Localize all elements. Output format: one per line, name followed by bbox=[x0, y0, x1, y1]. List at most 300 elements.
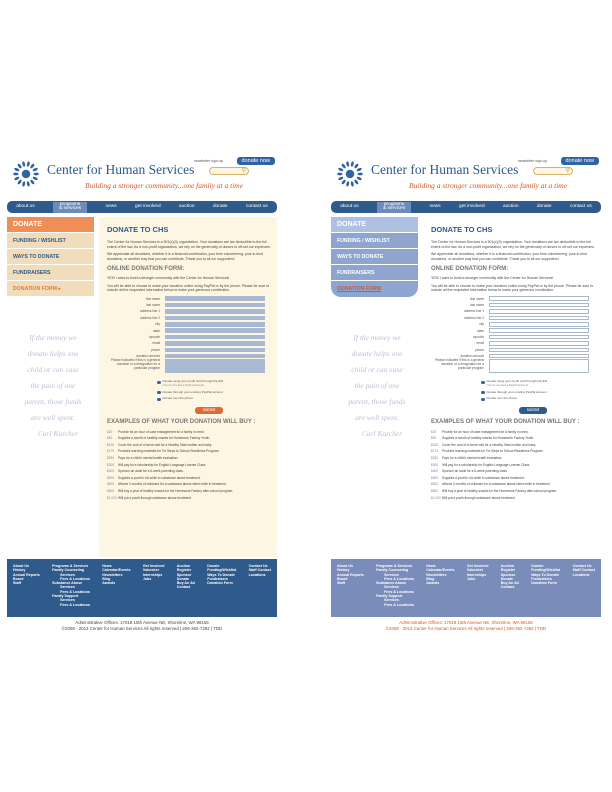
form-input[interactable] bbox=[489, 328, 589, 333]
footer-link[interactable]: History bbox=[13, 568, 26, 573]
footer-link[interactable]: Annual Reports bbox=[337, 572, 364, 577]
nav-item[interactable]: auction bbox=[179, 203, 195, 209]
nav-item[interactable]: get involved bbox=[459, 203, 485, 209]
newsletter-signup-link[interactable]: newsletter sign-up bbox=[193, 159, 223, 163]
logo-ray bbox=[22, 161, 26, 167]
form-input[interactable] bbox=[165, 341, 265, 346]
example-item bbox=[107, 468, 271, 475]
footer-link[interactable]: Locations bbox=[248, 572, 266, 577]
form-label: address line 1 bbox=[464, 309, 484, 314]
submit-button[interactable]: submit bbox=[519, 407, 547, 414]
address-line: Administrative Offices: 17018 15th Avenue NE, Shoreline, WA 98155 bbox=[75, 620, 209, 625]
logo-ray bbox=[356, 167, 362, 172]
example-text: Will pay for a scholarship for English Language Learner Class. bbox=[442, 462, 531, 467]
footer-link[interactable]: Fees & Locations bbox=[384, 602, 414, 607]
footer-link[interactable]: Staff bbox=[13, 581, 21, 586]
footer-link[interactable]: Jobs bbox=[142, 576, 152, 581]
example-amount: $1,000 bbox=[107, 495, 117, 500]
footer-column bbox=[177, 564, 195, 612]
page-mockup-right bbox=[331, 155, 601, 639]
nav-item[interactable]: get involved bbox=[135, 203, 161, 209]
logo-ray bbox=[356, 176, 362, 181]
form-label: address line 1 bbox=[140, 309, 160, 314]
footer-link[interactable]: Calendar/Events bbox=[102, 568, 131, 573]
example-text: Pays for a child's mental health evaluation. bbox=[118, 456, 179, 461]
logo-ray bbox=[32, 176, 38, 181]
quote-line: child or can ease bbox=[351, 365, 403, 374]
sidebar-item[interactable]: DONATE bbox=[7, 217, 94, 233]
form-label: zipcode bbox=[149, 335, 160, 340]
submit-button[interactable]: submit bbox=[195, 407, 223, 414]
footer-link[interactable]: Substance Abuse bbox=[376, 581, 407, 586]
logo-ray bbox=[338, 167, 344, 172]
footer-column bbox=[13, 564, 40, 612]
form-row bbox=[107, 359, 271, 377]
sidebar-item[interactable]: WAYS TO DONATE bbox=[331, 249, 418, 265]
donor-quote bbox=[15, 330, 91, 442]
example-text: Provide for an hour of case management for a family in need. bbox=[118, 429, 205, 434]
footer-link[interactable]: Awards bbox=[426, 581, 440, 586]
form-heading: ONLINE DONATION FORM: bbox=[107, 266, 185, 272]
footer-link[interactable]: Donate bbox=[207, 564, 220, 568]
sidebar-item[interactable]: WAYS TO DONATE bbox=[7, 249, 94, 265]
example-item bbox=[431, 475, 595, 482]
example-text: Will put a youth through substance abuse treatment. bbox=[442, 495, 516, 500]
quote-line: the pain of one bbox=[354, 381, 400, 390]
nav-item[interactable]: contact us bbox=[245, 203, 268, 209]
form-input[interactable] bbox=[165, 322, 265, 327]
radio-button[interactable] bbox=[481, 398, 485, 402]
form-label: last name bbox=[470, 303, 484, 308]
footer-link[interactable]: Programs & Services bbox=[376, 564, 413, 568]
form-label: Please indicated if this is a general donation or a designation for a particular program bbox=[434, 358, 484, 370]
appreciation-text: We appreciate all donations, whether it is a financial contribution, your time volunteering, your in-kind donations, or another way that you can contribute. Thank you to all our supporters! bbox=[107, 252, 263, 261]
address-line: Administrative Offices: 17018 15th Avenue NE, Shoreline, WA 98155 bbox=[399, 620, 533, 625]
payment-option[interactable] bbox=[157, 397, 271, 401]
footer-link[interactable]: Get Involved bbox=[466, 564, 489, 568]
example-amount: $1,000 bbox=[431, 495, 441, 500]
footer-link[interactable]: Family Support bbox=[52, 594, 79, 599]
logo-ray bbox=[30, 163, 36, 169]
payment-option-label: Donate over the phone bbox=[486, 396, 518, 401]
example-text: Will put a youth through substance abuse treatment. bbox=[118, 495, 192, 500]
donate-now-button[interactable]: donate now bbox=[237, 157, 275, 165]
radio-button[interactable] bbox=[481, 391, 485, 395]
example-text: Supplies a month of healthy snacks for Homework Factory Youth. bbox=[118, 436, 211, 441]
form-label: zipcode bbox=[473, 335, 484, 340]
footer-link[interactable]: Fees & Locations bbox=[60, 589, 90, 594]
org-name[interactable]: Center for Human Services bbox=[47, 162, 195, 177]
main-content bbox=[423, 217, 601, 557]
example-amount: $20 bbox=[107, 429, 113, 434]
radio-button[interactable] bbox=[157, 398, 161, 402]
payment-option[interactable] bbox=[157, 391, 271, 395]
footer-link[interactable]: Services bbox=[60, 598, 75, 603]
footer-link[interactable]: Staff Contact bbox=[248, 568, 271, 573]
newsletter-signup-link[interactable]: newsletter sign-up bbox=[517, 159, 547, 163]
example-text: Pays for a child's mental health evaluation. bbox=[442, 456, 503, 461]
form-label: phone bbox=[151, 347, 160, 352]
site-header bbox=[7, 155, 277, 195]
form-input[interactable] bbox=[489, 322, 589, 327]
examples-list bbox=[431, 429, 595, 502]
page-mockup-left bbox=[7, 155, 277, 639]
footer-link[interactable]: Register bbox=[500, 568, 516, 573]
footer-column bbox=[249, 564, 271, 612]
footer-link[interactable]: Ways To Donate bbox=[531, 572, 559, 577]
nav-item[interactable]: programs & services bbox=[377, 202, 411, 213]
form-input[interactable] bbox=[489, 335, 589, 340]
payment-option-note: (You do not need a PayPal Account) bbox=[486, 384, 529, 387]
footer-link[interactable]: Awards bbox=[102, 581, 116, 586]
form-label: state bbox=[477, 328, 484, 333]
example-item bbox=[107, 442, 271, 449]
footer-link[interactable]: Sponsor bbox=[500, 572, 516, 577]
form-label: email bbox=[152, 341, 160, 346]
footer-link[interactable]: Fundraisers bbox=[207, 576, 228, 581]
footer-link[interactable]: Blog bbox=[102, 576, 111, 581]
search-icon[interactable]: ⚲ bbox=[241, 168, 246, 174]
footer-column bbox=[52, 564, 90, 612]
site-header bbox=[331, 155, 601, 195]
footer-link[interactable]: Services bbox=[60, 572, 75, 577]
nav-item[interactable]: donate bbox=[536, 203, 552, 209]
payment-option[interactable] bbox=[481, 391, 595, 395]
footer-link[interactable]: Services bbox=[60, 585, 75, 590]
payment-option-label: Donate through your existing PayPal Account bbox=[486, 389, 547, 394]
payment-option-label: Donate using your credit card through PayPal (You do not need a PayPal Account) bbox=[162, 379, 224, 387]
form-input[interactable] bbox=[165, 335, 265, 340]
intro-text: The Center for Human Services is a 501(c)(3) organization. Your donations are tax deductible to the full extent of the law. As a non-profit organization, we rely on the generosity of donors to off-set our expenses. bbox=[431, 240, 595, 249]
example-text: Provides learning materials for Tot Steps to School Readiness Program. bbox=[118, 449, 220, 454]
form-label: Please indicated if this is a general donation or a designation for a particular program bbox=[110, 358, 160, 370]
logo-ray bbox=[338, 176, 344, 181]
form-input[interactable] bbox=[489, 309, 589, 314]
site-footer bbox=[331, 559, 601, 617]
footer-link[interactable]: Fees & Locations bbox=[60, 576, 90, 581]
form-input[interactable] bbox=[165, 316, 265, 321]
payment-option[interactable] bbox=[481, 397, 595, 401]
org-name[interactable]: Center for Human Services bbox=[371, 162, 519, 177]
footer-link[interactable]: Donation Form bbox=[531, 581, 557, 586]
example-text: Will buy a year of healthy snacks for the Homework Factory after-school program. bbox=[118, 489, 234, 494]
footer-link[interactable]: Substance Abuse bbox=[52, 581, 83, 586]
nav-item[interactable]: news bbox=[429, 203, 441, 209]
example-amount: $250 bbox=[107, 456, 115, 461]
footer-link[interactable]: Services bbox=[384, 585, 399, 590]
tagline: Building a stronger community...one family at a time bbox=[409, 181, 568, 190]
payment-option-note: (You do not need a PayPal Account) bbox=[162, 384, 205, 387]
footer-column bbox=[531, 564, 560, 612]
form-input[interactable] bbox=[165, 296, 265, 301]
donate-now-button[interactable]: donate now bbox=[561, 157, 599, 165]
footer-link[interactable]: About Us bbox=[337, 564, 353, 568]
footer-link[interactable]: Funding/Wishlist bbox=[531, 568, 561, 573]
sidebar-item[interactable]: FUNDRAISERS bbox=[331, 265, 418, 281]
logo-ray bbox=[14, 167, 20, 172]
logo-ray bbox=[341, 163, 347, 169]
example-item bbox=[107, 435, 271, 442]
sun-logo-icon[interactable] bbox=[333, 157, 367, 191]
form-label: state bbox=[153, 328, 160, 333]
form-intro: YES! I want to build a stronger community with the Center for Human Services! bbox=[107, 276, 230, 280]
logo-ray bbox=[32, 167, 38, 172]
form-input[interactable] bbox=[165, 348, 265, 353]
page-title: DONATE TO CHS bbox=[431, 225, 493, 234]
main-nav bbox=[331, 201, 601, 213]
example-amount: $250 bbox=[431, 456, 439, 461]
logo-ray bbox=[357, 173, 362, 176]
form-heading: ONLINE DONATION FORM: bbox=[431, 266, 509, 272]
nav-item[interactable]: news bbox=[105, 203, 117, 209]
designation-textarea[interactable] bbox=[165, 359, 265, 373]
example-text: Will buy a year of healthy snacks for the Homework Factory after-school program. bbox=[442, 489, 558, 494]
logo-ray bbox=[14, 176, 20, 181]
example-text: Provides learning materials for Tot Steps to School Readiness Program. bbox=[442, 449, 544, 454]
sun-logo-icon[interactable] bbox=[9, 157, 43, 191]
donation-form bbox=[107, 296, 271, 378]
address-block bbox=[7, 620, 277, 632]
footer-link[interactable]: Volunteer bbox=[142, 568, 160, 573]
footer-link[interactable]: Register bbox=[176, 568, 192, 573]
sidebar-item[interactable]: DONATION FORM bbox=[331, 281, 418, 297]
donation-form bbox=[431, 296, 595, 378]
example-item bbox=[431, 462, 595, 469]
footer-link[interactable]: News bbox=[102, 564, 112, 568]
form-label: city bbox=[155, 322, 160, 327]
example-item bbox=[431, 435, 595, 442]
footer-link[interactable]: Auction bbox=[500, 564, 515, 568]
example-text: Affords 3 months of childcare for a substance abuse client while in treatment. bbox=[118, 482, 227, 487]
footer-link[interactable]: Contact bbox=[500, 585, 515, 590]
form-input[interactable] bbox=[165, 309, 265, 314]
footer-link[interactable]: Buy An Ad bbox=[500, 581, 519, 586]
logo-ray bbox=[17, 163, 23, 169]
logo-ray bbox=[350, 161, 354, 167]
example-text: Sponsor an adult for a 6-week parenting class. bbox=[118, 469, 184, 474]
footer-link[interactable]: Auction bbox=[176, 564, 191, 568]
footer-link[interactable]: Ways To Donate bbox=[207, 572, 235, 577]
footer-column bbox=[207, 564, 236, 612]
footer-link[interactable]: Fees & Locations bbox=[60, 602, 90, 607]
examples-list bbox=[107, 429, 271, 502]
nav-item[interactable]: donate bbox=[212, 203, 228, 209]
footer-link[interactable]: Donation Form bbox=[207, 581, 233, 586]
logo-ray bbox=[22, 181, 26, 187]
search-icon[interactable]: ⚲ bbox=[565, 168, 570, 174]
example-item bbox=[107, 455, 271, 462]
payment-option[interactable] bbox=[481, 380, 595, 387]
logo-ray bbox=[26, 181, 30, 187]
quote-line: donate helps one bbox=[27, 349, 79, 358]
footer-link[interactable]: Programs & Services bbox=[52, 564, 89, 568]
example-item bbox=[107, 488, 271, 495]
nav-item[interactable]: about us bbox=[16, 203, 35, 209]
footer-link[interactable]: News bbox=[426, 564, 436, 568]
footer-column bbox=[143, 564, 165, 612]
form-input[interactable] bbox=[489, 316, 589, 321]
example-item bbox=[431, 448, 595, 455]
form-input[interactable] bbox=[165, 354, 265, 359]
payment-option[interactable] bbox=[157, 380, 271, 387]
footer-link[interactable]: Fees & Locations bbox=[384, 589, 414, 594]
designation-textarea[interactable] bbox=[489, 359, 589, 373]
sidebar-item[interactable]: DONATION FORM ▸ bbox=[7, 281, 94, 297]
footer-link[interactable]: Family Counseling bbox=[52, 568, 85, 573]
nav-item[interactable]: auction bbox=[503, 203, 519, 209]
nav-item[interactable]: about us bbox=[340, 203, 359, 209]
logo-ray bbox=[346, 161, 350, 167]
search-input[interactable] bbox=[209, 167, 249, 175]
nav-item[interactable]: contact us bbox=[569, 203, 592, 209]
footer-link[interactable]: Sponsor bbox=[176, 572, 192, 577]
tagline: Building a stronger community...one family at a time bbox=[85, 181, 244, 190]
footer-link[interactable]: Staff Contact bbox=[572, 568, 595, 573]
example-item bbox=[107, 475, 271, 482]
examples-heading: EXAMPLES OF WHAT YOUR DONATION WILL BUY : bbox=[431, 418, 580, 425]
sidebar-item[interactable]: FUNDING / WISHLIST bbox=[331, 233, 418, 249]
example-amount: $100 bbox=[431, 442, 439, 447]
example-text: Supplies a month of healthy snacks for Homework Factory Youth. bbox=[442, 436, 535, 441]
payment-option-label: Donate over the phone bbox=[162, 396, 194, 401]
form-input[interactable] bbox=[489, 296, 589, 301]
form-note: You will be able to choose to make your donation online using PayPal or by the phone. Please be sure to include all the requested information below to make your generous contribution. bbox=[431, 283, 594, 292]
form-input[interactable] bbox=[165, 328, 265, 333]
footer-link[interactable]: Locations bbox=[572, 572, 590, 577]
footer-link[interactable]: Family Support bbox=[376, 594, 403, 599]
footer-link[interactable]: History bbox=[337, 568, 350, 573]
footer-link[interactable]: Internships bbox=[466, 572, 487, 577]
sidebar-item[interactable]: FUNDING / WISHLIST bbox=[7, 233, 94, 249]
example-text: Cover the cost of a home visit for a Healthy Start mother and baby. bbox=[118, 442, 213, 447]
logo-ray bbox=[30, 179, 36, 185]
footer-link[interactable]: Donate bbox=[176, 576, 189, 581]
example-amount: $300 bbox=[107, 462, 115, 467]
footer-link[interactable]: Buy An Ad bbox=[176, 581, 195, 586]
quote-line: If the money we bbox=[353, 333, 401, 342]
sidebar-item[interactable]: FUNDRAISERS bbox=[7, 265, 94, 281]
search-input[interactable] bbox=[533, 167, 573, 175]
footer-link[interactable]: Newsletters bbox=[426, 572, 447, 577]
logo-ray bbox=[33, 173, 38, 176]
intro-text: The Center for Human Services is a 501(c)(3) organization. Your donations are tax deductible to the full extent of the law. As a non-profit organization, we rely on the generosity of donors to off-set our expenses. bbox=[107, 240, 271, 249]
footer-link[interactable]: Board bbox=[13, 576, 24, 581]
example-amount: $600 bbox=[107, 482, 115, 487]
quote-line: parent, those funds bbox=[348, 397, 406, 406]
example-text: Cover the cost of a home visit for a Healthy Start mother and baby. bbox=[442, 442, 537, 447]
logo-ray bbox=[26, 161, 30, 167]
logo-ray bbox=[13, 173, 18, 176]
footer-link[interactable]: Services bbox=[384, 572, 399, 577]
footer-column bbox=[102, 564, 130, 612]
example-amount: $600 bbox=[431, 482, 439, 487]
quote-line: the pain of one bbox=[30, 381, 76, 390]
payment-options bbox=[107, 380, 271, 401]
quote-line: child or can ease bbox=[27, 365, 79, 374]
logo-ray bbox=[354, 179, 360, 185]
form-input[interactable] bbox=[165, 303, 265, 308]
example-amount: $800 bbox=[107, 489, 115, 494]
form-input[interactable] bbox=[489, 354, 589, 359]
quote-line: If the money we bbox=[29, 333, 77, 342]
footer-link[interactable]: Calendar/Events bbox=[426, 568, 455, 573]
example-text: Supplies a youth's UA while in substance abuse treatment. bbox=[118, 475, 201, 480]
nav-item[interactable]: programs & services bbox=[53, 202, 87, 213]
example-amount: $100 bbox=[107, 442, 115, 447]
footer-link[interactable]: Funding/Wishlist bbox=[207, 568, 237, 573]
quote-author: Carl Karcher bbox=[361, 429, 403, 438]
footer-link[interactable]: Services bbox=[384, 598, 399, 603]
quote-line: are well spent. bbox=[31, 413, 75, 422]
radio-button[interactable] bbox=[481, 381, 485, 385]
form-label: city bbox=[479, 322, 484, 327]
logo-ray bbox=[354, 163, 360, 169]
example-amount: $50 bbox=[107, 436, 113, 441]
footer-link[interactable]: Fundraisers bbox=[531, 576, 552, 581]
example-text: Provide for an hour of case management for a family in need. bbox=[442, 429, 529, 434]
footer-column bbox=[501, 564, 519, 612]
footer-link[interactable]: Fees & Locations bbox=[384, 576, 414, 581]
footer-column bbox=[337, 564, 364, 612]
logo-ray bbox=[337, 173, 342, 176]
example-amount: $175 bbox=[107, 449, 115, 454]
footer-link[interactable]: Donate bbox=[531, 564, 544, 568]
example-item bbox=[431, 429, 595, 436]
example-item bbox=[431, 481, 595, 488]
logo-ray bbox=[346, 181, 350, 187]
logo-ray bbox=[341, 179, 347, 185]
example-text: Affords 3 months of childcare for a substance abuse client while in treatment. bbox=[442, 482, 551, 487]
footer-link[interactable]: Newsletters bbox=[102, 572, 123, 577]
footer-link[interactable]: Get Involved bbox=[142, 564, 165, 568]
radio-button[interactable] bbox=[157, 391, 161, 395]
footer-link[interactable]: Donate bbox=[500, 576, 513, 581]
footer-link[interactable]: Annual Reports bbox=[13, 572, 40, 577]
form-input[interactable] bbox=[489, 341, 589, 346]
footer-link[interactable]: Contact bbox=[176, 585, 191, 590]
form-label: phone bbox=[475, 347, 484, 352]
footer-link[interactable]: Contact Us bbox=[572, 564, 592, 568]
example-amount: $400 bbox=[107, 469, 115, 474]
example-text: Supplies a youth's UA while in substance abuse treatment. bbox=[442, 475, 525, 480]
footer-link[interactable]: Board bbox=[337, 576, 348, 581]
example-amount: $300 bbox=[431, 462, 439, 467]
footer-link[interactable]: Staff bbox=[337, 581, 345, 586]
footer-link[interactable]: Contact Us bbox=[248, 564, 268, 568]
footer-link[interactable]: Family Counseling bbox=[376, 568, 409, 573]
quote-line: donate helps one bbox=[351, 349, 403, 358]
donor-quote bbox=[339, 330, 415, 442]
example-text: Sponsor an adult for a 6-week parenting class. bbox=[442, 469, 508, 474]
form-input[interactable] bbox=[489, 303, 589, 308]
footer-column bbox=[467, 564, 489, 612]
footer-link[interactable]: Jobs bbox=[466, 576, 476, 581]
example-item bbox=[107, 495, 271, 502]
quote-line: parent, those funds bbox=[24, 397, 82, 406]
footer-link[interactable]: Volunteer bbox=[466, 568, 484, 573]
form-input[interactable] bbox=[489, 348, 589, 353]
form-label: address line 2 bbox=[464, 315, 484, 320]
main-content bbox=[99, 217, 277, 557]
examples-heading: EXAMPLES OF WHAT YOUR DONATION WILL BUY : bbox=[107, 418, 256, 425]
radio-button[interactable] bbox=[157, 381, 161, 385]
sidebar-item[interactable]: DONATE bbox=[331, 217, 418, 233]
footer-link[interactable]: Blog bbox=[426, 576, 435, 581]
footer-link[interactable]: About Us bbox=[13, 564, 29, 568]
footer-link[interactable]: Internships bbox=[142, 572, 163, 577]
form-label: donation amount bbox=[136, 354, 160, 359]
form-note: You will be able to choose to make your donation online using PayPal or by the phone. Please be sure to include all the requested information below to make your generous contribution. bbox=[107, 283, 270, 292]
